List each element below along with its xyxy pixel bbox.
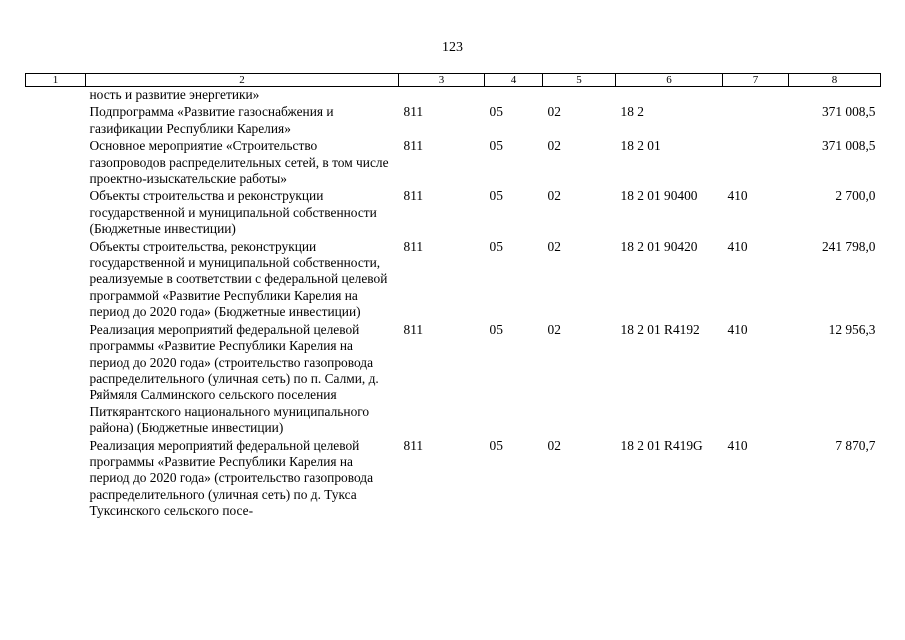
page-number: 123 [442, 40, 463, 55]
row-code-3: 811 [403, 238, 424, 254]
row-code-4: 05 [489, 238, 503, 254]
row-code-7: 410 [727, 188, 748, 204]
column-header: 5 [543, 74, 616, 87]
table-row [26, 104, 881, 138]
row-code-4: 05 [489, 104, 503, 120]
table-row [26, 438, 881, 521]
column-header: 1 [26, 74, 86, 87]
row-amount [789, 87, 881, 105]
row-amount: 371 008,5 [821, 104, 876, 120]
row-amount: 2 700,0 [835, 188, 876, 204]
row-code-6: 18 2 01 90420 [620, 238, 698, 254]
column-header: 6 [616, 74, 723, 87]
row-code-6: 18 2 01 90400 [620, 188, 698, 204]
column-header: 7 [723, 74, 789, 87]
row-code-5: 02 [547, 238, 561, 254]
row-code-6: 18 2 [620, 104, 644, 120]
row-code-7: 410 [727, 437, 748, 453]
row-code-5 [543, 87, 616, 105]
row-amount: 371 008,5 [821, 138, 876, 154]
row-code-7 [723, 104, 789, 138]
row-code-3: 811 [403, 188, 424, 204]
row-code-7: 410 [727, 321, 748, 337]
column-header: 4 [485, 74, 543, 87]
row-name: Объекты строительства, реконструкции государственной и муниципальной собственности, реализуемые в соответствии с федеральной целевой программой «Развитие Республики Карелия на период до 2020 года» (Бюджетные инвестиции) [89, 238, 388, 320]
table-row [26, 138, 881, 188]
column-number-row [26, 74, 881, 87]
row-amount: 7 870,7 [835, 437, 876, 453]
column-header: 2 [86, 74, 399, 87]
column-header: 8 [789, 74, 881, 87]
budget-table [25, 73, 881, 521]
row-code-4: 05 [489, 321, 503, 337]
row-code-3: 811 [403, 138, 424, 154]
row-name: Реализация мероприятий федеральной целевой программы «Развитие Республики Карелия на период до 2020 года» (строительство газопровода распределительного (уличная сеть) по д. Тукса Туксинского сельского посе- [89, 437, 374, 519]
table-row [26, 239, 881, 322]
row-code-7 [723, 87, 789, 105]
row-code-3: 811 [403, 321, 424, 337]
row-code-6: 18 2 01 [620, 138, 661, 154]
row-code-5: 02 [547, 104, 561, 120]
row-code-4 [485, 87, 543, 105]
row-code-5: 02 [547, 437, 561, 453]
row-name: ность и развитие энергетики» [89, 87, 260, 102]
row-code-5: 02 [547, 138, 561, 154]
row-amount: 12 956,3 [828, 321, 876, 337]
row-code-6 [616, 87, 723, 105]
row-code-3 [399, 87, 485, 105]
row-name: Объекты строительства и реконструкции государственной и муниципальной собственности (Бюджетные инвестиции) [89, 188, 377, 237]
row-code-6: 18 2 01 R419G [620, 437, 703, 453]
row-code-3: 811 [403, 437, 424, 453]
row-code-4: 05 [489, 188, 503, 204]
column-header: 3 [399, 74, 485, 87]
table-row [26, 188, 881, 238]
row-code-5: 02 [547, 321, 561, 337]
row-name: Подпрограмма «Развитие газоснабжения и газификации Республики Карелия» [89, 104, 334, 136]
row-code-4: 05 [489, 138, 503, 154]
row-code-3: 811 [403, 104, 424, 120]
row-code-7 [723, 138, 789, 188]
row-code-6: 18 2 01 R4192 [620, 321, 700, 337]
row-code-4: 05 [489, 437, 503, 453]
row-amount: 241 798,0 [821, 238, 876, 254]
row-name: Основное мероприятие «Строительство газопроводов распределительных сетей, в том числе проектно-изыскательские работы» [89, 138, 389, 187]
table-row [26, 322, 881, 438]
table-row [26, 87, 881, 105]
row-code-7: 410 [727, 238, 748, 254]
row-code-5: 02 [547, 188, 561, 204]
row-name: Реализация мероприятий федеральной целевой программы «Развитие Республики Карелия на период до 2020 года» (строительство газопровода распределительного (уличная сеть) по п. Салми, д. Ряймяля Салминского сельского поселения Питкярантского национального муниципального района) (Бюджетные инвестиции) [89, 321, 379, 436]
